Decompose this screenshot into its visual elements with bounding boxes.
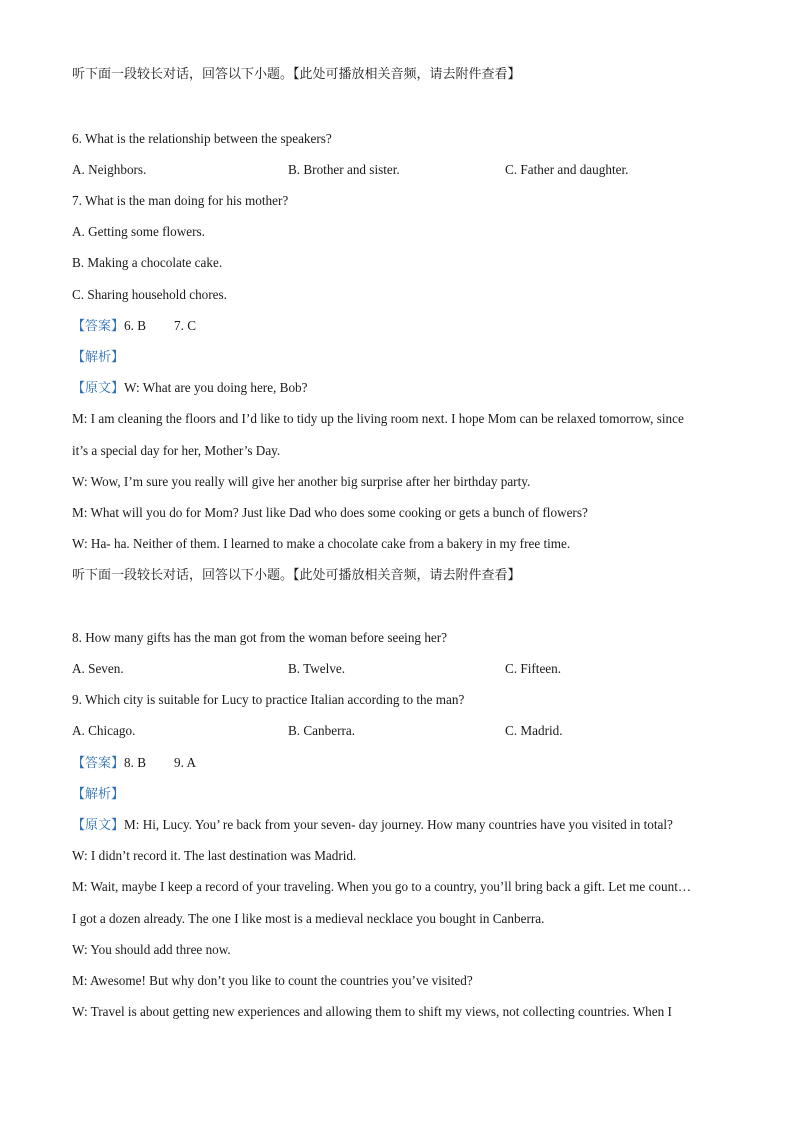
question-6: 6. What is the relationship between the speakers? (72, 131, 332, 146)
transcript-line-2-1: W: I didn’t record it. The last destination was Madrid. (72, 848, 357, 863)
transcript-line-1-2: it’s a special day for her, Mother’s Day. (72, 443, 281, 458)
transcript-line-1-4: M: What will you do for Mom? Just like Dad who does some cooking or gets a bunch of flowers? (72, 505, 588, 520)
transcript-tag: 【原文】 (72, 818, 125, 833)
section2-instruction: 听下面一段较长对话，回答以下小题。【此处可播放相关音频，请去附件查看】 (72, 568, 521, 583)
q8-option-b: B. Twelve. (288, 661, 346, 676)
q9-option-c: C. Madrid. (505, 723, 563, 738)
question-8: 8. How many gifts has the man got from the woman before seeing her? (72, 630, 448, 645)
transcript-line-2-3: I got a dozen already. The one I like most is a medieval necklace you bought in Canberra. (72, 911, 545, 926)
transcript-line-1-1: M: I am cleaning the floors and I’d like to tidy up the living room next. I hope Mom can be relaxed tomorrow, since (72, 411, 684, 426)
q8-option-a: A. Seven. (72, 661, 124, 676)
q6-option-a: A. Neighbors. (72, 162, 147, 177)
analysis-line-2 (72, 786, 124, 803)
q6-option-c: C. Father and daughter. (505, 162, 629, 177)
answer-line-2 (72, 755, 196, 772)
transcript-line-2-0 (72, 817, 673, 834)
transcript-line-1-0 (72, 380, 307, 397)
q7-option-c: C. Sharing household chores. (72, 287, 227, 302)
answer-line-1 (72, 318, 196, 335)
q8-option-c: C. Fifteen. (505, 661, 562, 676)
section1-instruction: 听下面一段较长对话，回答以下小题。【此处可播放相关音频，请去附件查看】 (72, 67, 521, 82)
answer-6: 6. B (124, 318, 146, 333)
transcript-text: W: What are you doing here, Bob? (124, 380, 308, 395)
question-9: 9. Which city is suitable for Lucy to practice Italian according to the man? (72, 692, 465, 707)
transcript-line-2-4: W: You should add three now. (72, 942, 231, 957)
answer-8: 8. B (124, 755, 146, 770)
question-7: 7. What is the man doing for his mother? (72, 193, 289, 208)
analysis-tag: 【解析】 (72, 787, 125, 802)
q7-option-a: A. Getting some flowers. (72, 224, 205, 239)
transcript-line-2-2: M: Wait, maybe I keep a record of your traveling. When you go to a country, you’ll bring back a gift. Let me count… (72, 879, 692, 894)
transcript-line-2-6: W: Travel is about getting new experiences and allowing them to shift my views, not collecting countries. When I (72, 1004, 672, 1019)
analysis-tag: 【解析】 (72, 350, 125, 365)
q9-option-b: B. Canberra. (288, 723, 356, 738)
transcript-tag: 【原文】 (72, 381, 125, 396)
answer-7: 7. C (174, 318, 196, 333)
transcript-line-2-5: M: Awesome! But why don’t you like to count the countries you’ve visited? (72, 973, 473, 988)
transcript-text: M: Hi, Lucy. You’ re back from your seven- day journey. How many countries have you visited in total? (124, 817, 673, 832)
analysis-line-1 (72, 349, 124, 366)
answer-tag: 【答案】 (72, 756, 125, 771)
answer-9: 9. A (174, 755, 196, 770)
answer-tag: 【答案】 (72, 319, 125, 334)
q9-option-a: A. Chicago. (72, 723, 136, 738)
transcript-line-1-5: W: Ha- ha. Neither of them. I learned to make a chocolate cake from a bakery in my free time. (72, 536, 571, 551)
transcript-line-1-3: W: Wow, I’m sure you really will give her another big surprise after her birthday party. (72, 474, 531, 489)
q7-option-b: B. Making a chocolate cake. (72, 255, 223, 270)
q6-option-b: B. Brother and sister. (288, 162, 400, 177)
